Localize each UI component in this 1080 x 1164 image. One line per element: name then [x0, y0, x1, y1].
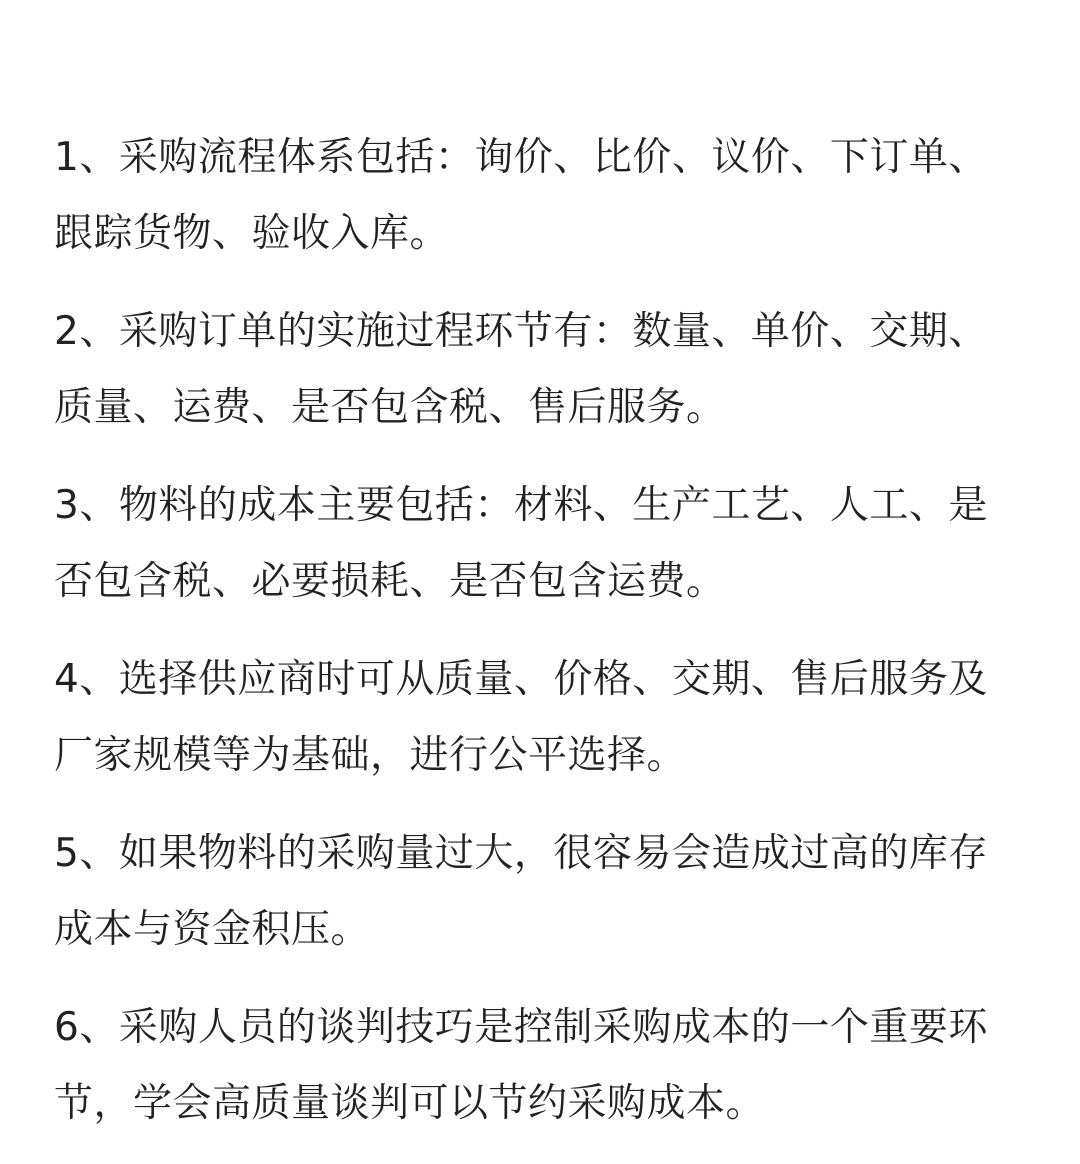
paragraph-line: 1、采购流程体系包括：询价、比价、议价、下订单、 — [54, 135, 988, 180]
paragraph-line: 3、物料的成本主要包括：材料、生产工艺、人工、是 — [54, 483, 988, 528]
paragraph-line: 2、采购订单的实施过程环节有：数量、单价、交期、 — [54, 309, 988, 354]
paragraph-1 — [54, 120, 1044, 272]
paragraph-line: 6、采购人员的谈判技巧是控制采购成本的一个重要环 — [54, 1005, 988, 1050]
paragraph-4 — [54, 642, 1044, 794]
paragraph-line: 5、如果物料的采购量过大，很容易会造成过高的库存 — [54, 831, 988, 876]
paragraph-line: 节，学会高质量谈判可以节约采购成本。 — [54, 1081, 766, 1126]
paragraph-5 — [54, 816, 1044, 968]
paragraph-line: 跟踪货物、验收入库。 — [54, 211, 450, 256]
paragraph-6 — [54, 990, 1044, 1142]
paragraph-line: 厂家规模等为基础，进行公平选择。 — [54, 733, 687, 778]
paragraph-3 — [54, 468, 1044, 620]
paragraph-line: 质量、运费、是否包含税、售后服务。 — [54, 385, 726, 430]
paragraph-line: 成本与资金积压。 — [54, 907, 371, 952]
paragraph-line: 4、选择供应商时可从质量、价格、交期、售后服务及 — [54, 657, 988, 702]
paragraph-2 — [54, 294, 1044, 446]
article-body — [54, 120, 1044, 1164]
paragraph-line: 否包含税、必要损耗、是否包含运费。 — [54, 559, 726, 604]
